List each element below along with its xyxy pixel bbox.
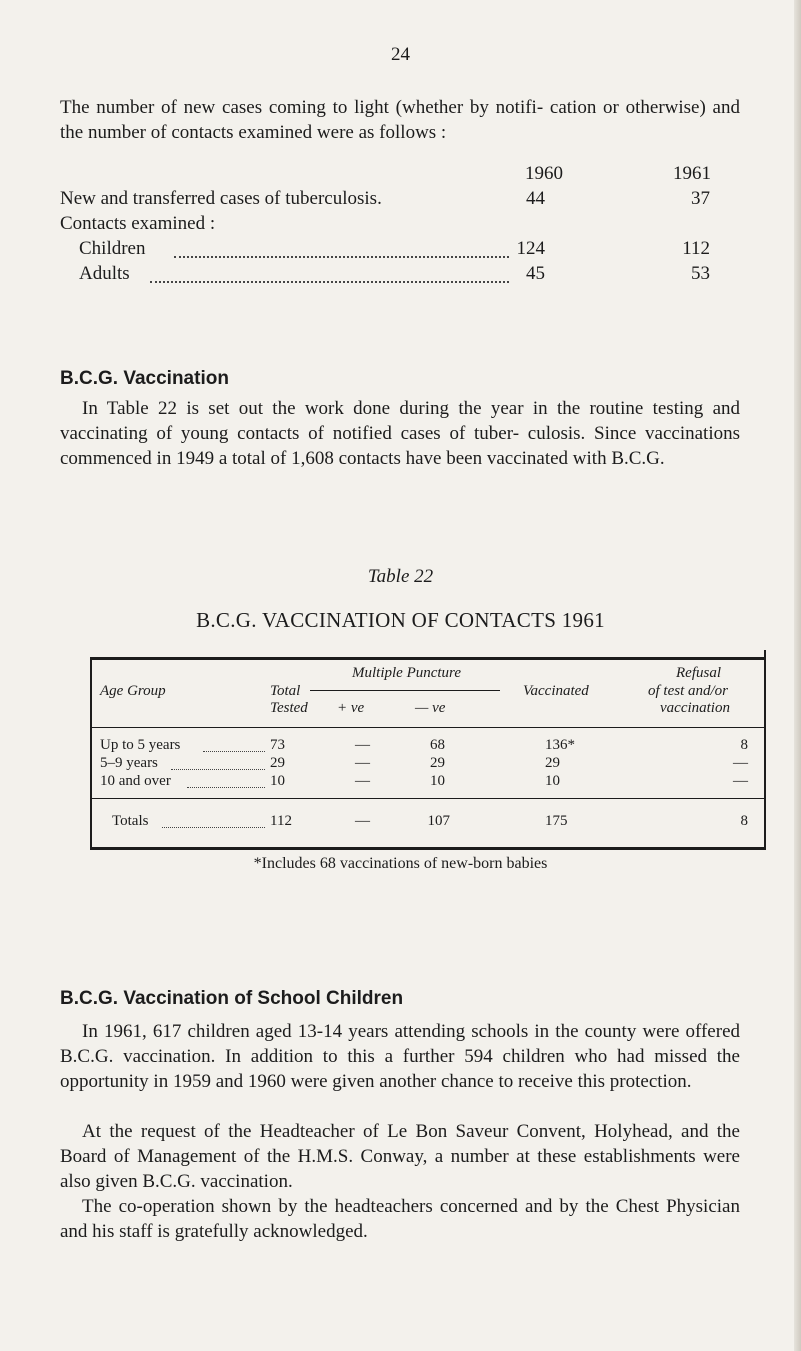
row-refusal: —: [733, 755, 748, 771]
adults-1961: 53: [691, 263, 710, 284]
row-vaccinated: 136*: [545, 737, 575, 753]
row-age: 5–9 years: [100, 755, 158, 771]
row-negative: 10: [430, 773, 445, 789]
intro-paragraph: The number of new cases coming to light (whether by notifi- cation or otherwise) and the number of contacts examined were as follows :: [60, 97, 740, 143]
row-leader: [171, 769, 265, 770]
totals-total: 112: [270, 813, 292, 829]
row-total: 29: [270, 755, 285, 771]
header-positive: + ve: [337, 700, 365, 716]
children-1961: 112: [682, 238, 710, 259]
school-paragraph-3: The co-operation shown by the headteachers concerned and by the Chest Physician and his staff is gratefully acknowledged.: [60, 1196, 740, 1242]
year-header-1960: 1960: [525, 163, 563, 184]
header-vaccinated: Vaccinated: [523, 683, 589, 699]
row-positive: —: [355, 737, 370, 753]
row-total: 73: [270, 737, 285, 753]
new-cases-label: New and transferred cases of tuberculosis.: [60, 188, 382, 209]
totals-negative: 107: [427, 813, 450, 829]
row-positive: —: [355, 773, 370, 789]
header-age-group: Age Group: [100, 683, 166, 699]
bcg-heading: B.C.G. Vaccination: [60, 368, 229, 389]
multiple-puncture-rule: [310, 690, 500, 691]
table-footnote: *Includes 68 vaccinations of new-born babies: [253, 855, 548, 872]
contacts-examined-label: Contacts examined :: [60, 213, 216, 234]
header-negative: — ve: [415, 700, 446, 716]
header-tested: Tested: [270, 700, 308, 716]
row-negative: 68: [430, 737, 445, 753]
children-label: Children: [79, 238, 146, 259]
table-totals-rule: [90, 798, 766, 799]
children-leader: [174, 256, 509, 258]
header-refusal-3: vaccination: [660, 700, 730, 716]
row-leader: [203, 751, 265, 752]
totals-label: Totals: [112, 813, 149, 829]
table-title: B.C.G. VACCINATION OF CONTACTS 1961: [196, 608, 605, 632]
page-number: 24: [391, 44, 410, 65]
header-total: Total: [270, 683, 301, 699]
row-vaccinated: 29: [545, 755, 560, 771]
table-left-rule: [90, 657, 92, 850]
page-edge: [794, 0, 801, 1351]
table-top-rule: [90, 657, 766, 660]
row-age: Up to 5 years: [100, 737, 181, 753]
totals-refusal: 8: [740, 813, 748, 829]
table-bottom-rule: [90, 847, 766, 850]
totals-leader: [162, 827, 265, 828]
adults-1960: 45: [526, 263, 545, 284]
row-leader: [187, 787, 265, 788]
row-refusal: 8: [740, 737, 748, 753]
new-cases-1961: 37: [691, 188, 710, 209]
row-positive: —: [355, 755, 370, 771]
row-negative: 29: [430, 755, 445, 771]
school-paragraph-1: In 1961, 617 children aged 13-14 years attending schools in the county were offered B.C.G. vaccination. In addition to this a further 594 children who had missed the opportunity in 1959 and 1960 were given another chance to receive this protection.: [60, 1021, 740, 1092]
table-right-rule: [764, 650, 766, 850]
header-refusal-1: Refusal: [676, 665, 721, 681]
new-cases-1960: 44: [526, 188, 545, 209]
table-caption: Table 22: [367, 566, 434, 587]
adults-leader: [150, 281, 509, 283]
totals-positive: —: [355, 813, 370, 829]
header-refusal-2: of test and/or: [648, 683, 729, 699]
children-1960: 124: [516, 238, 545, 259]
school-heading: B.C.G. Vaccination of School Children: [60, 988, 404, 1009]
adults-label: Adults: [79, 263, 130, 284]
totals-vaccinated: 175: [545, 813, 568, 829]
table-header-rule: [90, 727, 766, 728]
row-age: 10 and over: [100, 773, 171, 789]
header-multiple-puncture: Multiple Puncture: [352, 665, 461, 681]
year-header-1961: 1961: [673, 163, 711, 184]
row-vaccinated: 10: [545, 773, 560, 789]
bcg-paragraph: In Table 22 is set out the work done during the year in the routine testing and vaccinating of young contacts of notified cases of tuber- culosis. Since vaccinations commenced in 1949 a total of 1,608 contacts have been vaccinated with B.C.G.: [60, 398, 740, 469]
school-paragraph-2: At the request of the Headteacher of Le Bon Saveur Convent, Holyhead, and the Board of Management of the H.M.S. Conway, a number at these establishments were also given B.C.G. vaccination.: [60, 1121, 740, 1192]
row-refusal: —: [733, 773, 748, 789]
row-total: 10: [270, 773, 285, 789]
